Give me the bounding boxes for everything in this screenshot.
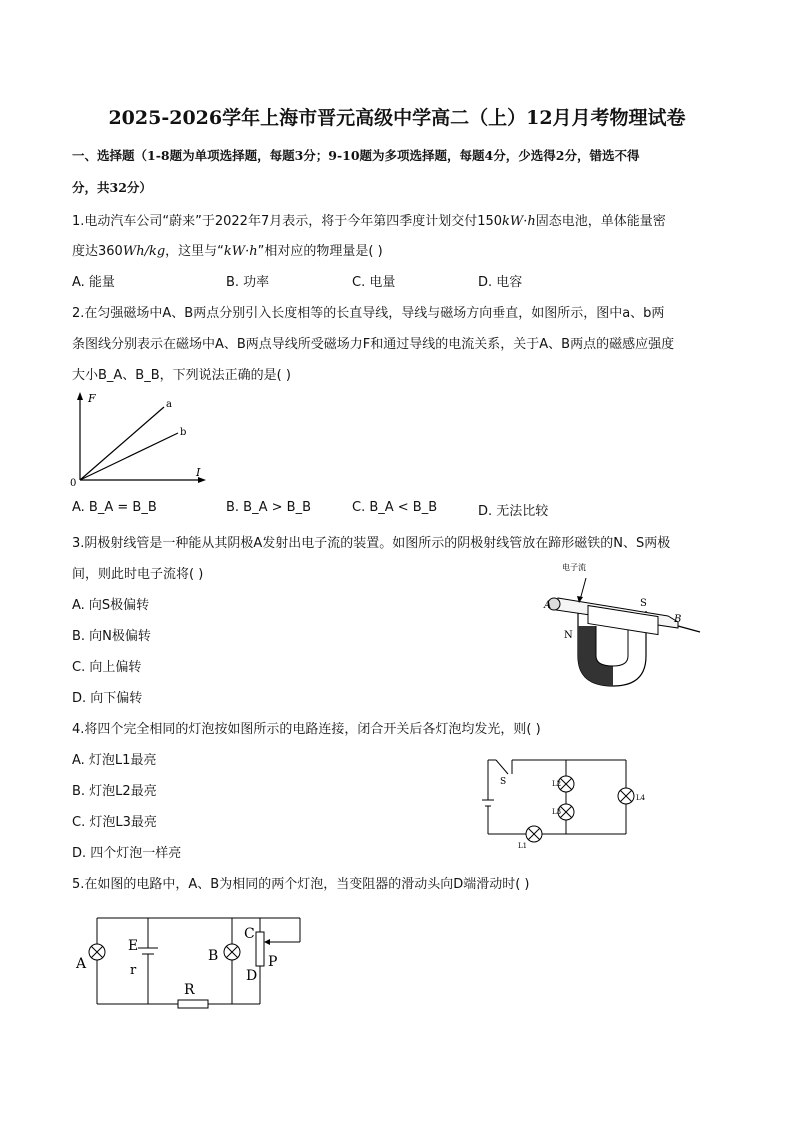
lamp-a [89,944,105,960]
label-n: N [564,630,573,641]
q5-stem-line1: 5.在如图的电路中，A、B为相同的两个灯泡，当变阻器的滑动头向D端滑动时( ) [72,877,530,892]
page-title: 2025-2026学年上海市晋元高级中学高二（上）12月月考物理试卷 [108,107,686,129]
q4-stem-line1: 4.将四个完全相同的灯泡按如图所示的电路连接，闭合开关后各灯泡均发光，则( ) [72,722,541,737]
graph-ylabel: F [88,392,96,405]
label-d: D [246,968,258,984]
switch-label: S [500,777,507,787]
label-p: P [268,954,278,970]
q1-stem-line1: 1.电动汽车公司“蔚来”于2022年7月表示，将于今年第四季度计划交付150kW·h固态电池，单体能量密 [72,214,666,229]
q3-option-a[interactable]: A. 向S极偏转 [72,598,150,613]
anode-lead [678,626,700,632]
label-s: S [640,598,647,609]
section-header-line1: 一、选择题（1-8题为单项选择题，每题3分；9-10题为多项选择题，每题4分，少选得2分，错选不得 [72,148,640,163]
q1-option-b[interactable]: B. 功率 [226,275,270,290]
q2-force-current-graph [66,390,216,490]
l4-label: L4 [636,794,646,802]
q3-option-d[interactable]: D. 向下偏转 [72,691,143,706]
q2-stem-line3: 大小B_A、B_B，下列说法正确的是( ) [72,368,291,383]
lamp-l4 [618,788,634,804]
line-a [80,407,164,480]
y-axis-arrow [77,392,83,400]
graph-xlabel: I [196,466,201,479]
q2-option-b[interactable]: B. B_A > B_B [226,500,311,515]
q3-stem-line2: 间，则此时电子流将( ) [72,567,204,582]
q2-option-d[interactable]: D. 无法比较 [478,504,549,519]
label-e: E [128,938,139,954]
lamp-l1 [526,826,542,842]
q3-stem-line1: 3.阴极射线管是一种能从其阴极A发射出电子流的装置。如图所示的阴极射线管放在蹄形磁铁的N、S两极 [72,536,671,551]
q4-lamp-circuit [476,752,656,852]
l2-label: L2 [552,780,562,788]
label-b: B [208,948,219,964]
l3-label: L3 [552,808,562,816]
q3-option-c[interactable]: C. 向上偏转 [72,660,142,675]
q5-circuit [72,912,312,1012]
label-c: C [244,926,255,942]
label-b: B [674,614,682,625]
line-b [80,433,178,480]
q2-option-a[interactable]: A. B_A = B_B [72,500,157,515]
beam-label: 电子流 [562,563,586,572]
label-a: A [544,600,552,611]
q2-stem-line1: 2.在匀强磁场中A、B两点分别引入长度相等的长直导线，导线与磁场方向垂直，如图所示，图中a、b两 [72,306,665,321]
q3-option-b[interactable]: B. 向N极偏转 [72,629,151,644]
q1-option-d[interactable]: D. 电容 [478,275,523,290]
q4-option-b[interactable]: B. 灯泡L2最亮 [72,784,157,799]
q4-option-c[interactable]: C. 灯泡L3最亮 [72,815,157,830]
q1-option-a[interactable]: A. 能量 [72,275,115,290]
graph-label-a: a [166,399,172,410]
q2-option-c[interactable]: C. B_A < B_B [352,500,438,515]
q3-cathode-ray-figure [528,556,708,691]
section-header-line2: 分，共32分） [72,180,152,195]
graph-label-b: b [180,427,187,438]
label-a: A [76,956,87,972]
label-r-small: r [130,963,137,978]
slider-arrow [264,939,270,945]
graph-origin: 0 [70,478,77,489]
q1-option-c[interactable]: C. 电量 [352,275,396,290]
q4-option-d[interactable]: D. 四个灯泡一样亮 [72,846,182,861]
q2-stem-line2: 条图线分别表示在磁场中A、B两点导线所受磁场力F和通过导线的电流关系，关于A、B两点的磁感应强度 [72,337,675,352]
label-resistor: R [184,982,195,998]
q1-stem-line2: 度达360Wh/kg，这里与“kW·h”相对应的物理量是( ) [72,244,383,259]
q4-option-a[interactable]: A. 灯泡L1最亮 [72,753,157,768]
lamp-b [224,944,240,960]
l1-label: L1 [518,842,528,850]
